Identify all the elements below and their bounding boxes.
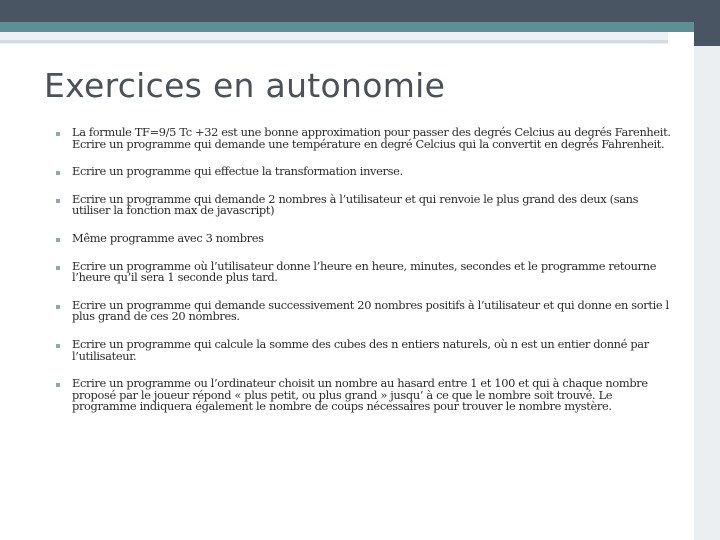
slide-title: Exercices en autonomie (44, 66, 446, 105)
top-accent-strip (0, 22, 720, 32)
exercise-list (54, 127, 674, 429)
exercise-item: Ecrire un programme qui demande 2 nombres à l’utilisateur et qui renvoie le plus grand des deux (sans utiliser la fonction max de javascript) (54, 194, 674, 217)
top-decor-bar (0, 0, 720, 22)
exercise-item: Ecrire un programme ou l’ordinateur choisit un nombre au hasard entre 1 et 100 et qui à chaque nombre proposé par le joueur répond « plus petit, ou plus grand » jusqu’ à ce que le nombre soit trouvé. Le programme indiquera également le nombre de coups nécessaires pour trouver le nombre mystère. (54, 378, 674, 413)
exercise-item: Ecrire un programme qui effectue la transformation inverse. (54, 166, 674, 178)
exercise-item: Ecrire un programme où l’utilisateur donne l’heure en heure, minutes, secondes et le programme retourne l’heure qu’il sera 1 seconde plus tard. (54, 261, 674, 284)
exercise-item: La formule TF=9/5 Tc +32 est une bonne approximation pour passer des degrés Celcius au degrés Farenheit. Ecrire un programme qui demande une température en degré Celcius qui la convertit en degrés Fahrenheit. (54, 127, 674, 150)
exercise-item: Ecrire un programme qui calcule la somme des cubes des n entiers naturels, où n est un entier donné par l’utilisateur. (54, 339, 674, 362)
exercise-item: Même programme avec 3 nombres (54, 233, 674, 245)
header-accent-line (0, 40, 668, 43)
exercise-item: Ecrire un programme qui demande successivement 20 nombres positifs à l’utilisateur et qui donne en sortie l plus grand de ces 20 nombres. (54, 300, 674, 323)
right-side-panel (694, 0, 720, 540)
right-corner-block (694, 0, 720, 46)
